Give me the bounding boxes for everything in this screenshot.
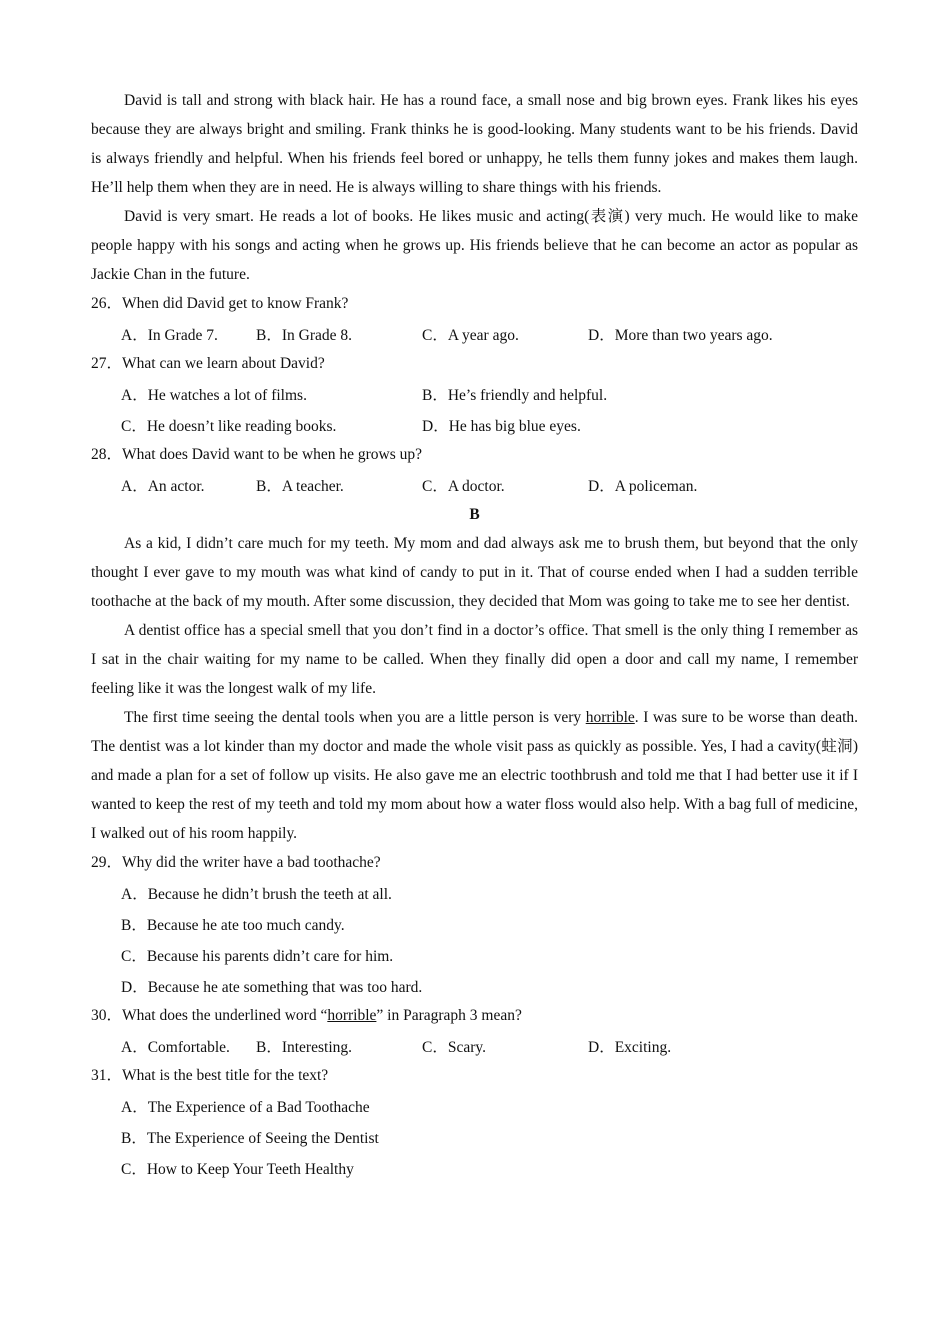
question-29-option-d-row xyxy=(91,970,858,1001)
option-a: A．Because he didn’t brush the teeth at all. xyxy=(121,885,392,903)
question-29 xyxy=(91,848,858,877)
question-text: What is the best title for the text? xyxy=(122,1067,329,1084)
option-d: D．A policeman. xyxy=(588,477,698,495)
question-31 xyxy=(91,1061,858,1090)
question-26-options xyxy=(91,318,858,349)
option-c: C．He doesn’t like reading books. xyxy=(121,417,337,435)
option-b: B．The Experience of Seeing the Dentist xyxy=(121,1129,379,1147)
option-b: B．In Grade 8. xyxy=(256,326,352,344)
question-number: 27． xyxy=(91,355,123,372)
underlined-word: horrible xyxy=(327,1007,377,1024)
option-c: C．How to Keep Your Teeth Healthy xyxy=(121,1160,354,1178)
question-31-option-a-row xyxy=(91,1090,858,1121)
option-d: D．He has big blue eyes. xyxy=(422,417,581,435)
question-number: 26． xyxy=(91,295,123,312)
option-d: D．More than two years ago. xyxy=(588,326,773,344)
passage-b-paragraph-1: As a kid, I didn’t care much for my teeth. My mom and dad always ask me to brush them, but beyond that the only thought I ever gave to my mouth was what kind of candy to put in it. That of course ended when I had a sudden terrible toothache at the back of my mouth. After some discussion, they decided that Mom was going to take me to see her dentist. xyxy=(91,535,858,610)
question-text: What does David want to be when he grows up? xyxy=(122,446,423,463)
option-d: D．Exciting. xyxy=(588,1038,672,1056)
question-text: Why did the writer have a bad toothache? xyxy=(122,854,381,871)
question-27 xyxy=(91,349,858,378)
paragraph-text: The first time seeing the dental tools when you are a little person is very xyxy=(124,709,586,726)
page-content xyxy=(91,86,858,1183)
question-text: When did David get to know Frank? xyxy=(122,295,349,312)
option-b: B．Interesting. xyxy=(256,1038,352,1056)
option-a: A．Comfortable. xyxy=(121,1038,230,1056)
question-text: What can we learn about David? xyxy=(122,355,325,372)
question-29-option-b-row xyxy=(91,908,858,939)
question-30 xyxy=(91,1001,858,1030)
question-number: 28． xyxy=(91,446,123,463)
section-b-heading: B xyxy=(469,506,480,523)
option-b: B．Because he ate too much candy. xyxy=(121,916,345,934)
question-number: 29． xyxy=(91,854,123,871)
question-29-option-c-row xyxy=(91,939,858,970)
question-27-options-row-2 xyxy=(91,409,858,440)
passage-a-paragraph-2: David is very smart. He reads a lot of books. He likes music and acting(表演) very much. He would like to make people happy with his songs and acting when he grows up. His friends believe that he can become an actor as popular as Jackie Chan in the future. xyxy=(91,208,858,283)
question-28 xyxy=(91,440,858,469)
option-a: A．In Grade 7. xyxy=(121,326,218,344)
question-28-options xyxy=(91,469,858,500)
question-27-options-row-1 xyxy=(91,378,858,409)
underlined-word: horrible xyxy=(585,709,635,726)
paragraph-text: . I was sure to be worse than death. The dentist was a lot kinder than my doctor and made the whole visit pass as quickly as possible. Yes, I had a cavity(蛀洞) and made a plan for a set of follow up visits. He also gave me an electric toothbrush and told me that I had better use it if I wanted to keep the rest of my teeth and told my mom about how a water floss would also help. With a bag full of medicine, I walked out of his room happily. xyxy=(91,709,858,842)
question-number: 30． xyxy=(91,1007,123,1024)
option-c: C．Scary. xyxy=(422,1038,486,1056)
question-31-option-b-row xyxy=(91,1121,858,1152)
passage-a-paragraph-1: David is tall and strong with black hair. He has a round face, a small nose and big brown eyes. Frank likes his eyes because they are always bright and smiling. Frank thinks he is good-looking. Many students want to be his friends. David is always friendly and helpful. When his friends feel bored or unhappy, he tells them funny jokes and makes them laugh. He’ll help them when they are in need. He is always willing to share things with his friends. xyxy=(91,92,858,196)
option-c: C．A year ago. xyxy=(422,326,519,344)
passage-b-paragraph-3 xyxy=(91,703,858,848)
question-30-options xyxy=(91,1030,858,1061)
passage-b-paragraph-2: A dentist office has a special smell that you don’t find in a doctor’s office. That smell is the only thing I remember as I sat in the chair waiting for my name to be called. When they finally did open a door and call my name, I remember feeling like it was the longest walk of my life. xyxy=(91,622,858,697)
option-a: A．The Experience of a Bad Toothache xyxy=(121,1098,370,1116)
option-c: C．Because his parents didn’t care for him. xyxy=(121,947,394,965)
option-c: C．A doctor. xyxy=(422,477,505,495)
question-29-option-a-row xyxy=(91,877,858,908)
option-b: B．He’s friendly and helpful. xyxy=(422,386,608,404)
option-a: A．He watches a lot of films. xyxy=(121,386,307,404)
question-31-option-c-row xyxy=(91,1152,858,1183)
question-text: What does the underlined word “ xyxy=(122,1007,328,1024)
option-d: D．Because he ate something that was too hard. xyxy=(121,978,423,996)
option-a: A．An actor. xyxy=(121,477,205,495)
question-number: 31． xyxy=(91,1067,123,1084)
question-26 xyxy=(91,289,858,318)
question-text: ” in Paragraph 3 mean? xyxy=(376,1007,522,1024)
option-b: B．A teacher. xyxy=(256,477,344,495)
